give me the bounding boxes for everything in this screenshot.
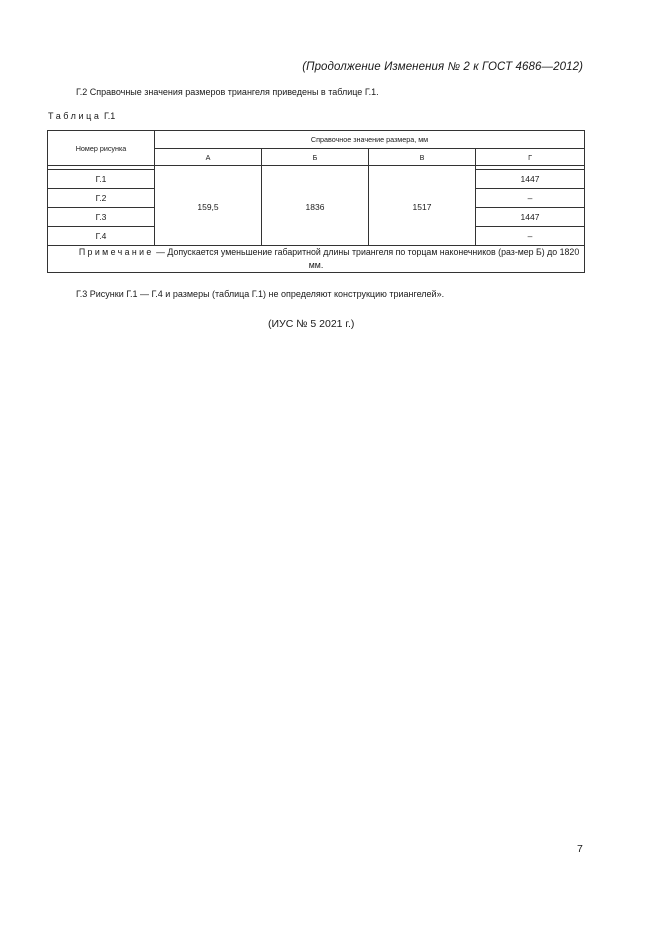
reference-size-table [47, 130, 585, 273]
table-note [48, 246, 585, 273]
table-caption [48, 111, 115, 121]
header-reference-size: Справочное значение размера, мм [155, 131, 585, 149]
ius-reference: (ИУС № 5 2021 г.) [268, 318, 355, 330]
value-g-cell: – [476, 227, 585, 246]
note-label: Примечание [78, 247, 154, 257]
header-col-b: Б [262, 149, 369, 166]
value-g-cell: 1447 [476, 208, 585, 227]
table-note-row [48, 246, 585, 273]
value-v-cell: 1517 [369, 170, 476, 246]
table-caption-label: Таблица [48, 111, 102, 121]
value-b-cell: 1836 [262, 170, 369, 246]
figure-cell: Г.4 [48, 227, 155, 246]
header-figure-number: Номер рисунка [48, 131, 155, 166]
table-row [48, 170, 585, 189]
figure-cell: Г.3 [48, 208, 155, 227]
page-number: 7 [577, 843, 583, 855]
paragraph-g2: Г.2 Справочные значения размеров триангеля приведены в таблице Г.1. [76, 87, 379, 97]
header-col-g: Г [476, 149, 585, 166]
value-g-cell: – [476, 189, 585, 208]
paragraph-g3: Г.3 Рисунки Г.1 — Г.4 и размеры (таблица Г.1) не определяют конструкцию триангелей». [76, 289, 445, 299]
document-header: (Продолжение Изменения № 2 к ГОСТ 4686—2012) [302, 61, 583, 73]
figure-cell: Г.1 [48, 170, 155, 189]
note-text: — Допускается уменьшение габаритной длины триангеля по торцам наконечников (раз-мер Б) до 1820 мм. [153, 247, 580, 270]
figure-cell: Г.2 [48, 189, 155, 208]
header-col-a: А [155, 149, 262, 166]
header-col-v: В [369, 149, 476, 166]
value-g-cell: 1447 [476, 170, 585, 189]
value-a-cell: 159,5 [155, 170, 262, 246]
table-caption-number: Г.1 [104, 111, 116, 121]
